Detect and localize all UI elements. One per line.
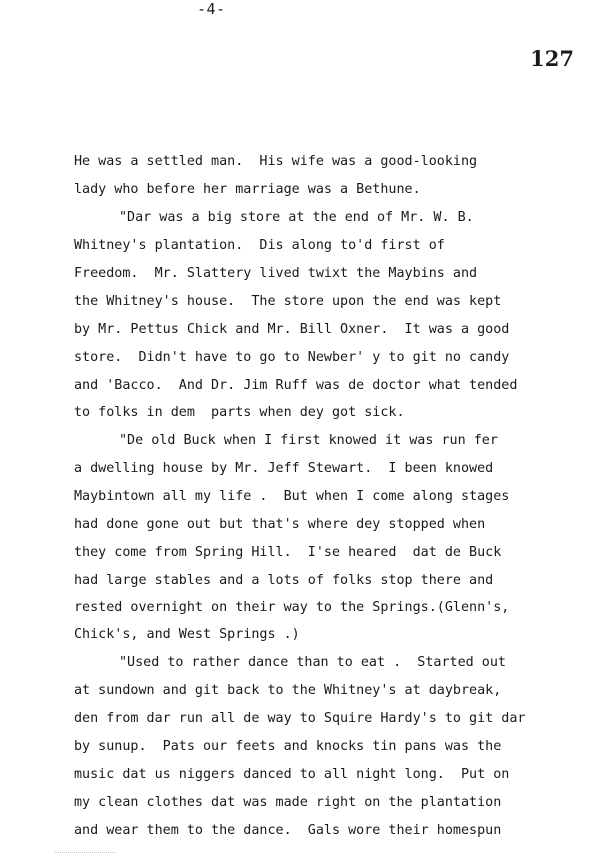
text-line: den from dar run all de way to Squire Hardy's to git dar xyxy=(74,711,526,726)
text-line: Freedom. Mr. Slattery lived twixt the Maybins and xyxy=(74,266,478,281)
text-line: rested overnight on their way to the Springs.(Glenn's, xyxy=(74,600,510,615)
text-line: at sundown and git back to the Whitney's at daybreak, xyxy=(74,683,502,698)
folio-number: 127 xyxy=(530,46,574,71)
text-line: by Mr. Pettus Chick and Mr. Bill Oxner. It was a good xyxy=(74,322,510,337)
text-line: He was a settled man. His wife was a good-looking xyxy=(74,154,478,169)
text-line: to folks in dem parts when dey got sick. xyxy=(74,405,405,420)
text-line: my clean clothes dat was made right on the plantation xyxy=(74,795,502,810)
text-line: Whitney's plantation. Dis along to'd first of xyxy=(74,238,445,253)
text-line: "Dar was a big store at the end of Mr. W. B. xyxy=(119,210,474,225)
text-line: had done gone out but that's where dey stopped when xyxy=(74,517,486,532)
text-line: "Used to rather dance than to eat . Started out xyxy=(119,655,506,670)
text-line: lady who before her marriage was a Bethune. xyxy=(74,182,421,197)
text-line: and wear them to the dance. Gals wore their homespun xyxy=(74,823,502,838)
text-line: and 'Bacco. And Dr. Jim Ruff was de doctor what tended xyxy=(74,378,518,393)
text-line: a dwelling house by Mr. Jeff Stewart. I been knowed xyxy=(74,461,494,476)
text-line: by sunup. Pats our feets and knocks tin pans was the xyxy=(74,739,502,754)
text-line: the Whitney's house. The store upon the end was kept xyxy=(74,294,502,309)
text-line: Maybintown all my life . But when I come along stages xyxy=(74,489,510,504)
text-line: "De old Buck when I first knowed it was run fer xyxy=(119,433,498,448)
text-line: store. Didn't have to go to Newber' y to git no candy xyxy=(74,350,510,365)
text-line: music dat us niggers danced to all night long. Put on xyxy=(74,767,510,782)
text-line: Chick's, and West Springs .) xyxy=(74,627,300,642)
page-number-marker: -4- xyxy=(197,0,226,18)
text-line: they come from Spring Hill. I'se heared dat de Buck xyxy=(74,545,502,560)
paper-specks xyxy=(55,852,115,859)
text-line: had large stables and a lots of folks stop there and xyxy=(74,573,494,588)
